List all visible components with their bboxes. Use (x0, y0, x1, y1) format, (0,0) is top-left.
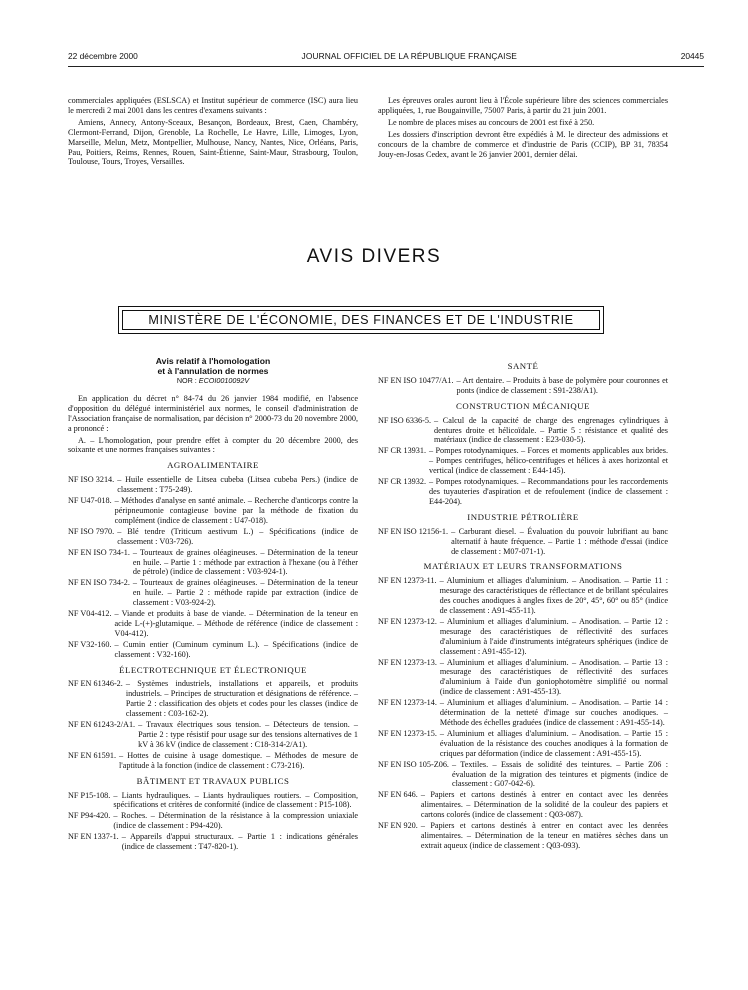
standard-description: – Aluminium et alliages d'aluminium. – Anodisation. – Partie 14 : détermination de la netteté d'image sur couches anodiques. – Méthode des échelles graduées (indice de classement : A91-455-14). (439, 698, 668, 727)
standard-description: – Aluminium et alliages d'aluminium. – Anodisation. – Partie 15 : évaluation de la résistance des couches anodiques à la formation de criques par déformation (indice de classement : A91-455-15). (439, 728, 668, 758)
standard-code: NF EN 920. (378, 821, 418, 831)
notice-point-a: A. – L'homologation, pour prendre effet à compter du 20 décembre 2000, des soixante et une normes françaises suivantes : (68, 435, 358, 455)
standard-description: – Pompes rotodynamiques. – Recommandations pour les raccordements des tuyauteries d'aspiration et de refoulement (indice de classement : E44-204). (429, 477, 668, 506)
standard-code: NF EN 646. (378, 790, 418, 800)
exam-centres-list: Amiens, Annecy, Antony-Sceaux, Besançon, Bordeaux, Brest, Caen, Chambéry, Clermont-Ferrand, Dijon, Grenoble, La Rochelle, Le Havre, Lille, Limoges, Lyon, Marseille, Melun, Metz, Montpellier, Mulhouse, Nancy, Nantes, Nice, Orléans, Paris, Pau, Poitiers, Reims, Rennes, Rouen, Saint-Étienne, Saint-Maur, Strasbourg, Toulon, Toulouse, Tours, Troyes, Versailles. (68, 117, 358, 167)
standard-description: – Méthodes d'analyse en santé animale. – Recherche d'anticorps contre la péripneumonie contagieuse bovine par la méthode de fixation du complément (indice de classement : U47-018). (114, 496, 358, 525)
nor-code: ECOI0010092V (198, 376, 250, 385)
standard-entry (378, 760, 668, 790)
standard-code: NF EN ISO 105-Z06. (378, 759, 449, 769)
standard-entry (378, 477, 668, 507)
header-date: 22 décembre 2000 (68, 51, 138, 61)
notice-title-line-1: Avis relatif à l'homologation (155, 356, 271, 366)
journal-title: JOURNAL OFFICIEL DE LA RÉPUBLIQUE FRANÇAISE (301, 51, 517, 61)
standard-entry (378, 658, 668, 698)
standard-code: NF ISO 3214. (68, 475, 115, 485)
section-title: SANTÉ (507, 361, 539, 371)
standard-description: – Liants hydrauliques. – Liants hydrauliques routiers. – Composition, spécifications et critères de conformité (indice de classement : P15-108). (113, 790, 358, 810)
standard-code: NF EN 61346-2. (68, 679, 123, 689)
section-title: AGROALIMENTAIRE (167, 460, 259, 471)
standard-entry (68, 548, 358, 578)
standard-description: – Textiles. – Essais de solidité des teintures. – Partie Z06 : évaluation de la migration des teintures et pigments (indice de classement : G07-042-6). (451, 759, 668, 789)
avis-divers-heading: AVIS DIVERS (306, 246, 442, 267)
standard-code: NF EN ISO 734-1. (68, 547, 130, 557)
standard-description: – Travaux électriques sous tension. – Détecteurs de tension. – Partie 2 : type résistif pour usage sur des tensions alternatives de 1 kV à 36 kV (indice de classement : C18-314-2/A1). (138, 720, 358, 749)
section-title: INDUSTRIE PÉTROLIÈRE (467, 511, 579, 522)
top-left-column (68, 96, 358, 169)
standard-entry (68, 720, 358, 750)
section-title: ÉLECTROTECHNIQUE ET ÉLECTRONIQUE (119, 664, 307, 675)
standard-entry (68, 609, 358, 639)
standard-description: – Pompes rotodynamiques. – Forces et moments applicables aux brides. – Pompes centrifuges, hélico-centrifuges et hélices à axes horizontal et vertical (indice de classement : E44-145). (429, 446, 668, 476)
standard-description: – Papiers et cartons destinés à entrer en contact avec les denrées alimentaires. – Détermination de la solidité de la couleur des papiers et cartons colorés (indice de classement : Q03-087). (420, 790, 668, 820)
left-sections (68, 461, 358, 852)
standard-description: – Carburant diesel. – Évaluation du pouvoir lubrifiant au banc alternatif à haute fréquence. – Partie 1 : méthode d'essai (indice de classement : M07-071-1). (451, 526, 668, 556)
nor-reference (68, 376, 358, 386)
standard-entry (68, 811, 358, 831)
standard-entry (68, 832, 358, 852)
standard-entry (378, 576, 668, 616)
standard-description: – Aluminium et alliages d'aluminium. – Anodisation. – Partie 11 : mesurage des caractéristiques de réflectance et de brillant spéculaires des couches anodiques à angles fixes de 20°, 45°, 60° ou 85° (indice de classement : A91-455-11). (439, 576, 668, 616)
standard-code: NF EN 61591. (68, 750, 116, 760)
standard-entry (68, 751, 358, 771)
standard-entry (68, 475, 358, 495)
section-title: CONSTRUCTION MÉCANIQUE (456, 400, 590, 411)
standard-code: NF EN 1337-1. (68, 832, 119, 842)
standard-entry (378, 790, 668, 820)
standard-code: NF V32-160. (68, 639, 112, 649)
ministry-box (118, 306, 604, 334)
standard-description: – Tourteaux de graines oléagineuses. – Détermination de la teneur en huile. – Partie 2 : méthode rapide par extraction (indice de classement : V03-924-2). (132, 578, 358, 608)
right-sections (378, 362, 668, 851)
nor-label: NOR : (176, 376, 197, 385)
standard-description: – Papiers et cartons destinés à entrer en contact avec les denrées alimentaires. – Détermination de la teneur en matières sèches dans un extrait aqueux (indice de classement : Q03-093). (420, 821, 668, 850)
standard-entry (68, 578, 358, 608)
standard-code: NF P15-108. (68, 790, 111, 800)
standard-description: – Aluminium et alliages d'aluminium. – Anodisation. – Partie 13 : mesurage des caractéristiques de réflectivité des surfaces d'aluminium à l'aide d'un goniophotomètre simplifié ou normal (indice de classement : A91-455-13). (439, 657, 668, 697)
standard-description: – Blé tendre (Triticum aestivum L.) – Spécifications (indice de classement : V03-726). (117, 526, 358, 546)
page-header (68, 48, 704, 67)
standard-description: – Tourteaux de graines oléagineuses. – Détermination de la teneur en huile. – Partie 1 : méthode par extraction à l'hexane (ou à l'éther de pétrole) (indice de classement : V03-924-1). (132, 547, 358, 577)
standard-code: NF U47-018. (68, 496, 112, 506)
standard-entry (68, 679, 358, 719)
standard-description: – Huile essentielle de Litsea cubeba (Litsea cubeba Pers.) (indice de classement : T75-249). (117, 475, 358, 495)
top-right-column (378, 96, 668, 161)
standard-entry (68, 791, 358, 811)
standard-code: NF EN ISO 734-2. (68, 578, 130, 588)
places-paragraph: Le nombre de places mises au concours de 2001 est fixé à 250. (388, 117, 595, 127)
standard-code: NF EN 12373-12. (378, 616, 437, 626)
standard-description: – Viande et produits à base de viande. – Détermination de la teneur en acide L-(+)-glutamique. – Méthode de référence (indice de classement : V04-412). (114, 609, 358, 638)
standard-code: NF EN ISO 12156-1. (378, 526, 449, 536)
oral-exams-paragraph: Les épreuves orales auront lieu à l'École supérieure libre des sciences commerciales appliquées, 1, rue Bougainville, 75007 Paris, à partir du 21 juin 2001. (378, 96, 668, 115)
standard-entry (378, 416, 668, 446)
standard-description: – Aluminium et alliages d'aluminium. – Anodisation. – Partie 12 : mesurage des caractéristiques de réflectivité des surfaces d'aluminium à l'aide d'instruments intégrateurs sphériques (indice de classement : A91-455-12). (439, 616, 668, 656)
standard-entry (68, 496, 358, 526)
standard-description: – Art dentaire. – Produits à base de polymère pour couronnes et ponts (indice de classement : S91-238/A1). (456, 375, 668, 395)
standard-entry (378, 698, 668, 728)
section-title: BÂTIMENT ET TRAVAUX PUBLICS (136, 775, 290, 786)
standard-code: NF V04-412. (68, 609, 112, 619)
standard-description: – Calcul de la capacité de charge des engrenages cylindriques à dentures droite et hélicoïdale. – Partie 5 : résistance et qualité des matériaux (indice de classement : E23-030-5). (434, 415, 668, 445)
standard-code: NF EN 61243-2/A1. (68, 720, 136, 730)
exam-centres-intro: commerciales appliquées (ESLSCA) et Institut supérieur de commerce (ISC) aura lieu le mercredi 2 mai 2001 dans les centres d'examens suivants : (68, 96, 358, 115)
bottom-right-column (378, 356, 668, 852)
standard-entry (378, 527, 668, 557)
standard-description: – Systèmes industriels, installations et appareils, et produits industriels. – Principes de structuration et désignations de référence. – Partie 2 : classification des objets et codes pour les classes (indice de classement : C03-162-2). (125, 679, 358, 719)
standard-code: NF CR 13931. (378, 446, 426, 456)
section-title: MATÉRIAUX ET LEURS TRANSFORMATIONS (423, 561, 623, 572)
registration-paragraph: Les dossiers d'inscription devront être expédiés à M. le directeur des admissions et concours de la chambre de commerce et d'industrie de Paris (CCIP), BP 31, 78354 Jouy-en-Josas Cedex, avant le 26 janvier 2001, dernier délai. (378, 129, 668, 159)
standard-code: NF ISO 7970. (68, 526, 115, 536)
standard-entry (68, 527, 358, 547)
standard-entry (68, 640, 358, 660)
standard-description: – Hottes de cuisine à usage domestique. – Méthodes de mesure de l'aptitude à la fonction (indice de classement : C73-216). (119, 750, 358, 770)
standard-code: NF P94-420. (68, 811, 111, 821)
notice-title (68, 356, 358, 376)
standard-entry (378, 446, 668, 476)
notice-intro: En application du décret n° 84-74 du 26 janvier 1984 modifié, en l'absence d'opposition du délégué interministériel aux normes, le conseil d'administration de l'Association française de normalisation, par décision n° 2000-73 du 20 novembre 2000, a prononcé : (68, 393, 358, 433)
standard-description: – Appareils d'appui structuraux. – Partie 1 : indications générales (indice de classement : T47-820-1). (121, 832, 358, 852)
standard-code: NF EN 12373-13. (378, 657, 437, 667)
standard-entry (378, 729, 668, 759)
page-number: 20445 (680, 51, 704, 61)
ministry-title: MINISTÈRE DE L'ÉCONOMIE, DES FINANCES ET DE L'INDUSTRIE (148, 313, 574, 327)
standard-code: NF EN 12373-15. (378, 728, 437, 738)
standard-entry (378, 617, 668, 657)
notice-title-line-2: et à l'annulation de normes (157, 366, 269, 376)
standard-description: – Cumin entier (Cuminum cyminum L.). – Spécifications (indice de classement : V32-160). (114, 639, 358, 659)
standard-entry (378, 821, 668, 851)
standard-code: NF CR 13932. (378, 477, 426, 487)
standard-description: – Roches. – Détermination de la résistance à la compression uniaxiale (indice de classement : P94-420). (113, 811, 358, 831)
bottom-left-column (68, 356, 358, 853)
standard-code: NF EN ISO 10477/A1. (378, 375, 454, 385)
standard-code: NF EN 12373-14. (378, 698, 437, 708)
standard-code: NF ISO 6336-5. (378, 415, 431, 425)
standard-entry (378, 376, 668, 396)
standard-code: NF EN 12373-11. (378, 576, 437, 586)
